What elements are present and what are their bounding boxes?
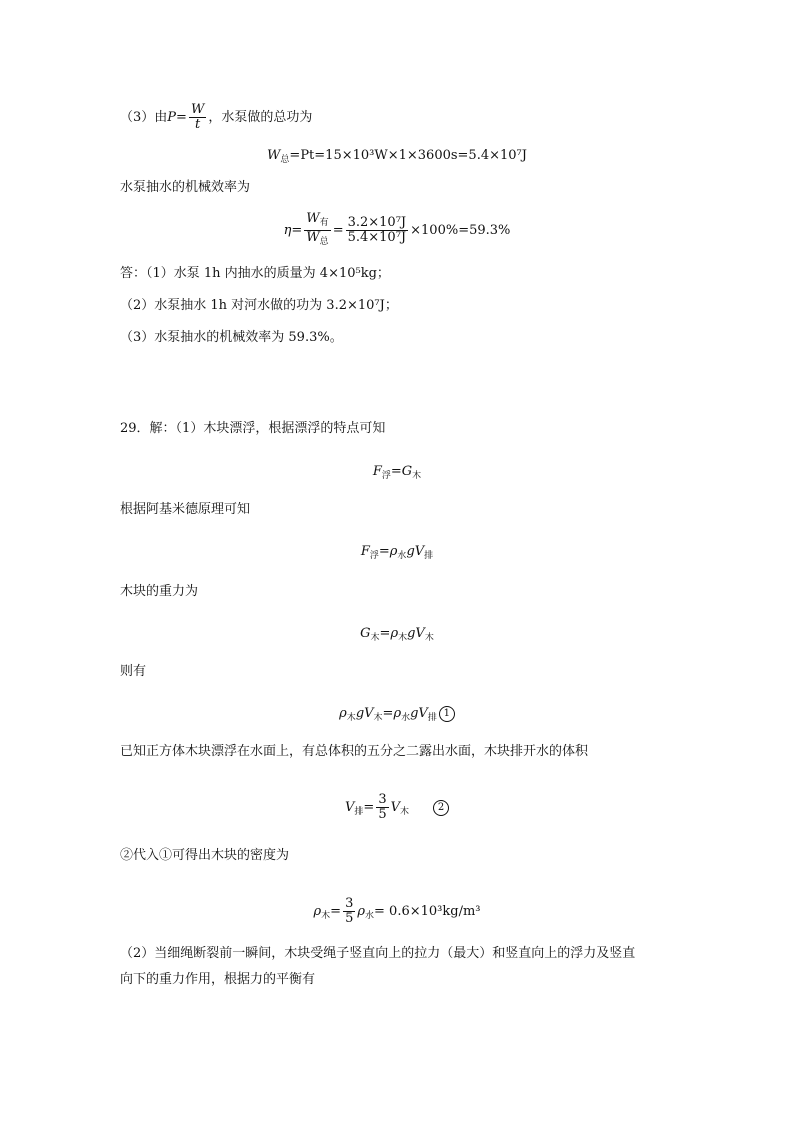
q29-part2-line2: 向下的重力作用，根据力的平衡有 — [120, 972, 316, 987]
eq-eff-w-den: $W_总$ — [306, 230, 329, 247]
eq-eff-val-den: 5.4×10⁷J — [347, 230, 407, 245]
eq-eff-result: ×100%=59.3% — [410, 223, 511, 238]
q29-heading: 29．解：（1）木块漂浮，根据漂浮的特点可知 — [120, 421, 386, 436]
q29-then-label: 则有 — [120, 664, 147, 679]
eq-eff-w-num: $W_有$ — [304, 212, 330, 231]
circled-marker-1: 1 — [439, 706, 455, 722]
answer-line-3: （3）水泵抽水的机械效率为 59.3%。 — [120, 330, 343, 345]
q29-eq3: $G_木=\rho_木gV_木$ — [360, 626, 434, 643]
eq-eff-eq: = — [332, 223, 344, 238]
answer-line-2: （2）水泵抽水 1h 对河水做的功为 3.2×10⁷J； — [120, 298, 398, 313]
sec3-w-over-t — [189, 103, 206, 132]
eq-eff-val-num: 3.2×10⁷J — [347, 215, 407, 230]
sec3-frac-den: t — [195, 117, 201, 132]
q29-substitute-label: ②代入①可得出木块的密度为 — [120, 848, 290, 863]
q29-eq1: $F_浮=G_木$ — [372, 464, 422, 481]
q29-gravity-label: 木块的重力为 — [120, 584, 199, 599]
q29-eq5: $V_排=$ $\frac{3}{5}$ $V_木$ 2 — [0, 793, 794, 822]
eq-total-work-lhs: W — [267, 148, 281, 163]
sec3-intro-post: ，水泵做的总功为 — [208, 110, 313, 125]
sec3-eq-sign: = — [176, 110, 187, 125]
circled-marker-2: 2 — [433, 800, 449, 816]
eq-eff-w-frac — [304, 212, 330, 249]
eq-total-work-lhs-sub: 总 — [280, 155, 290, 165]
q29-displaced-label: 已知正方体木块漂浮在水面上，有总体积的五分之二露出水面，木块排开水的体积 — [120, 744, 589, 759]
q29-part2-line1: （2）当细绳断裂前一瞬间，木块受绳子竖直向上的拉力（最大）和竖直向上的浮力及竖直 — [120, 946, 636, 961]
efficiency-label: 水泵抽水的机械效率为 — [120, 180, 251, 195]
eq-eff-val-frac — [346, 216, 409, 245]
q29-eq2: $F_浮=\rho_水gV_排$ — [360, 544, 434, 561]
q29-eq4: $\rho_木gV_木=\rho_水gV_排$ 1 — [0, 705, 794, 727]
q29-archimedes-label: 根据阿基米德原理可知 — [120, 502, 251, 517]
answer-line-1: 答：（1）水泵 1h 内抽水的质量为 4×10⁵kg； — [120, 266, 390, 281]
eq-total-work-rhs: =Pt=15×10³W×1×3600s=5.4×10⁷J — [289, 148, 527, 163]
eq-eff-eta: η= — [283, 223, 303, 238]
q29-eq6-frac: $\frac{3}{5}$ — [345, 896, 354, 926]
sec3-intro — [120, 103, 312, 132]
sec3-intro-pre: （3）由 — [120, 110, 168, 125]
q29-eq5-frac: $\frac{3}{5}$ — [378, 792, 387, 822]
q29-eq6: $\rho_木=$ $\frac{3}{5}$ $\rho_水= 0.6\times 10^3kg/m^3$ — [313, 896, 481, 926]
eq-total-work — [0, 147, 794, 169]
sec3-p-symbol: P — [167, 110, 177, 125]
eq-efficiency — [0, 212, 794, 249]
sec3-frac-num: W — [190, 102, 205, 117]
